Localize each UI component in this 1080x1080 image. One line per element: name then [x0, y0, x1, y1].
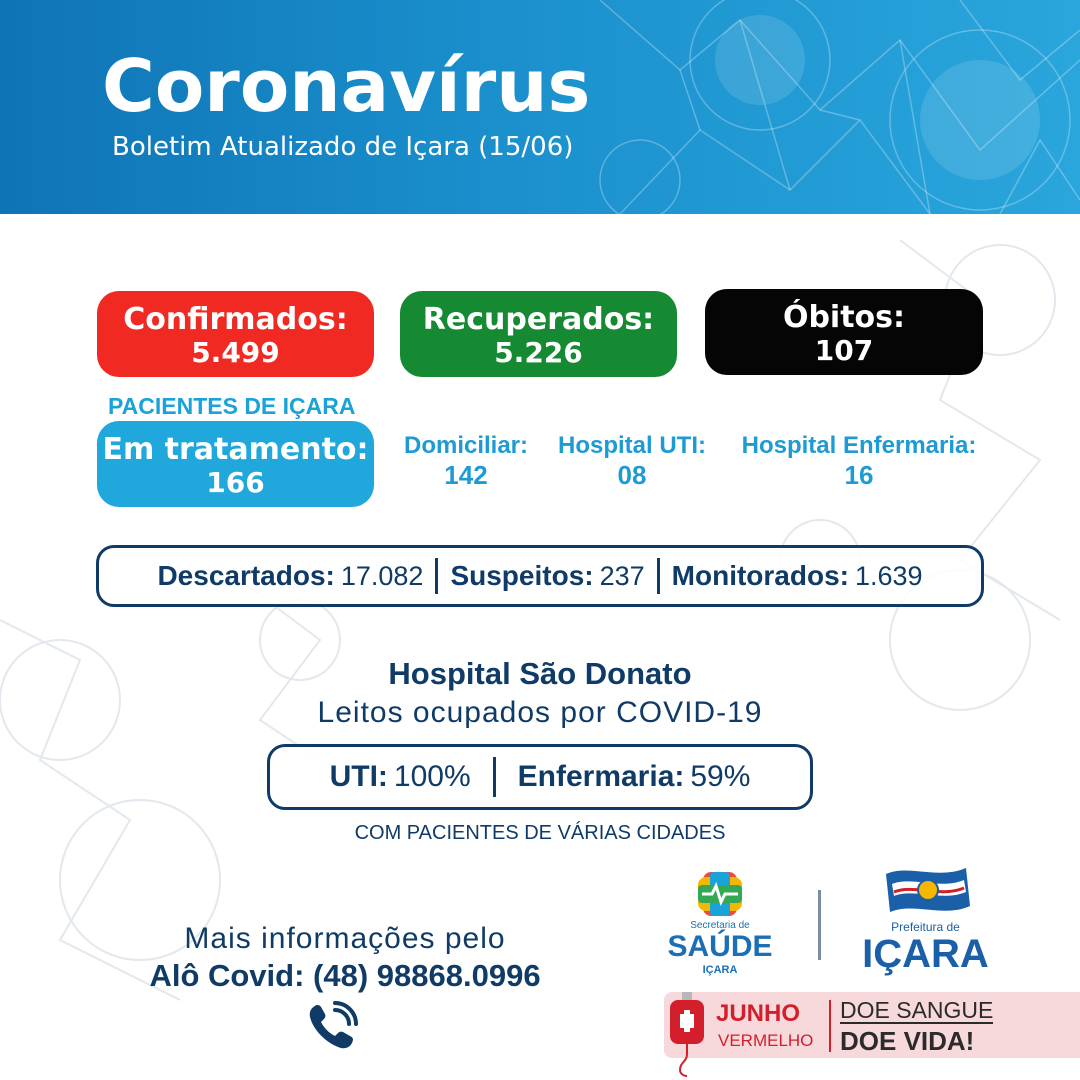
saude-logo-city-text: IÇARA	[702, 964, 738, 976]
alo-covid-phone[interactable]: Alô Covid: (48) 98868.0996	[149, 958, 541, 993]
hospital-subtitle: Leitos ocupados por COVID-19	[317, 696, 763, 729]
in-treatment-card	[97, 421, 374, 507]
monitored-value: 1.639	[854, 561, 923, 591]
deaths-value: 107	[814, 334, 874, 367]
prefeitura-small-text: Prefeitura de	[891, 920, 960, 934]
in-treatment-label: Em tratamento:	[102, 432, 369, 467]
monitored-stat	[660, 560, 935, 592]
in-treatment-value: 166	[206, 466, 265, 499]
blood-bag-icon	[666, 992, 708, 1078]
discarded-value: 17.082	[340, 561, 424, 591]
suspected-value: 237	[599, 561, 645, 591]
campaign-color-word: VERMELHO	[718, 1031, 814, 1050]
campaign-divider	[829, 1000, 831, 1052]
confirmed-value: 5.499	[191, 336, 280, 369]
recovered-card	[400, 291, 677, 377]
discarded-label: Descartados:	[157, 560, 335, 591]
home-care-label: Domiciliar:	[403, 432, 529, 459]
prefeitura-big-text: IÇARA	[862, 932, 989, 976]
prefeitura-logo	[848, 862, 1003, 977]
hospital-icu-label: Hospital UTI:	[558, 432, 706, 459]
logo-divider	[818, 890, 821, 960]
page-title: Coronavírus	[102, 44, 591, 128]
health-cross-icon	[655, 868, 785, 920]
recovered-value: 5.226	[494, 336, 583, 369]
discarded-stat	[145, 560, 435, 592]
patients-section-label: PACIENTES DE IÇARA	[108, 393, 356, 419]
campaign-line-1: DOE SANGUE	[840, 997, 994, 1023]
page-subtitle: Boletim Atualizado de Içara (15/06)	[112, 132, 574, 162]
confirmed-label: Confirmados:	[123, 302, 348, 337]
confirmed-card	[97, 291, 374, 377]
hospital-ward-label: Hospital Enfermaria:	[741, 432, 977, 459]
hospital-name: Hospital São Donato	[388, 656, 692, 691]
cities-note: COM PACIENTES DE VÁRIAS CIDADES	[354, 822, 726, 844]
icu-occupancy-label: UTI:	[329, 760, 388, 793]
ward-occupancy-label: Enfermaria:	[517, 760, 685, 793]
city-flag-icon	[848, 862, 1003, 920]
hospital-icu-stat	[552, 432, 712, 490]
recovered-label: Recuperados:	[422, 302, 655, 337]
phone-icon[interactable]	[305, 1000, 359, 1054]
ward-occupancy-value: 59%	[690, 760, 751, 793]
more-info-text: Mais informações pelo	[184, 922, 506, 955]
suspected-label: Suspeitos:	[450, 560, 594, 591]
icu-occupancy	[308, 760, 493, 794]
campaign-line-2: DOE VIDA!	[840, 1026, 975, 1056]
saude-logo-small-text: Secretaria de	[690, 920, 750, 931]
home-care-stat	[398, 432, 534, 490]
hospital-ward-value: 16	[844, 460, 874, 490]
header-banner	[0, 0, 1080, 214]
monitored-label: Monitorados:	[671, 560, 849, 591]
home-care-value: 142	[444, 460, 488, 490]
hospital-ward-stat	[730, 432, 988, 490]
saude-logo-big-text: SAÚDE	[667, 930, 773, 963]
saude-logo	[655, 868, 785, 978]
ward-occupancy	[496, 760, 773, 794]
icu-occupancy-value: 100%	[393, 760, 471, 793]
deaths-card	[705, 289, 983, 375]
suspected-stat	[438, 560, 656, 592]
bed-occupancy-row	[267, 744, 813, 810]
other-stats-row	[96, 545, 984, 607]
hospital-icu-value: 08	[617, 460, 647, 490]
deaths-label: Óbitos:	[782, 300, 906, 335]
campaign-month: JUNHO	[716, 1000, 801, 1027]
